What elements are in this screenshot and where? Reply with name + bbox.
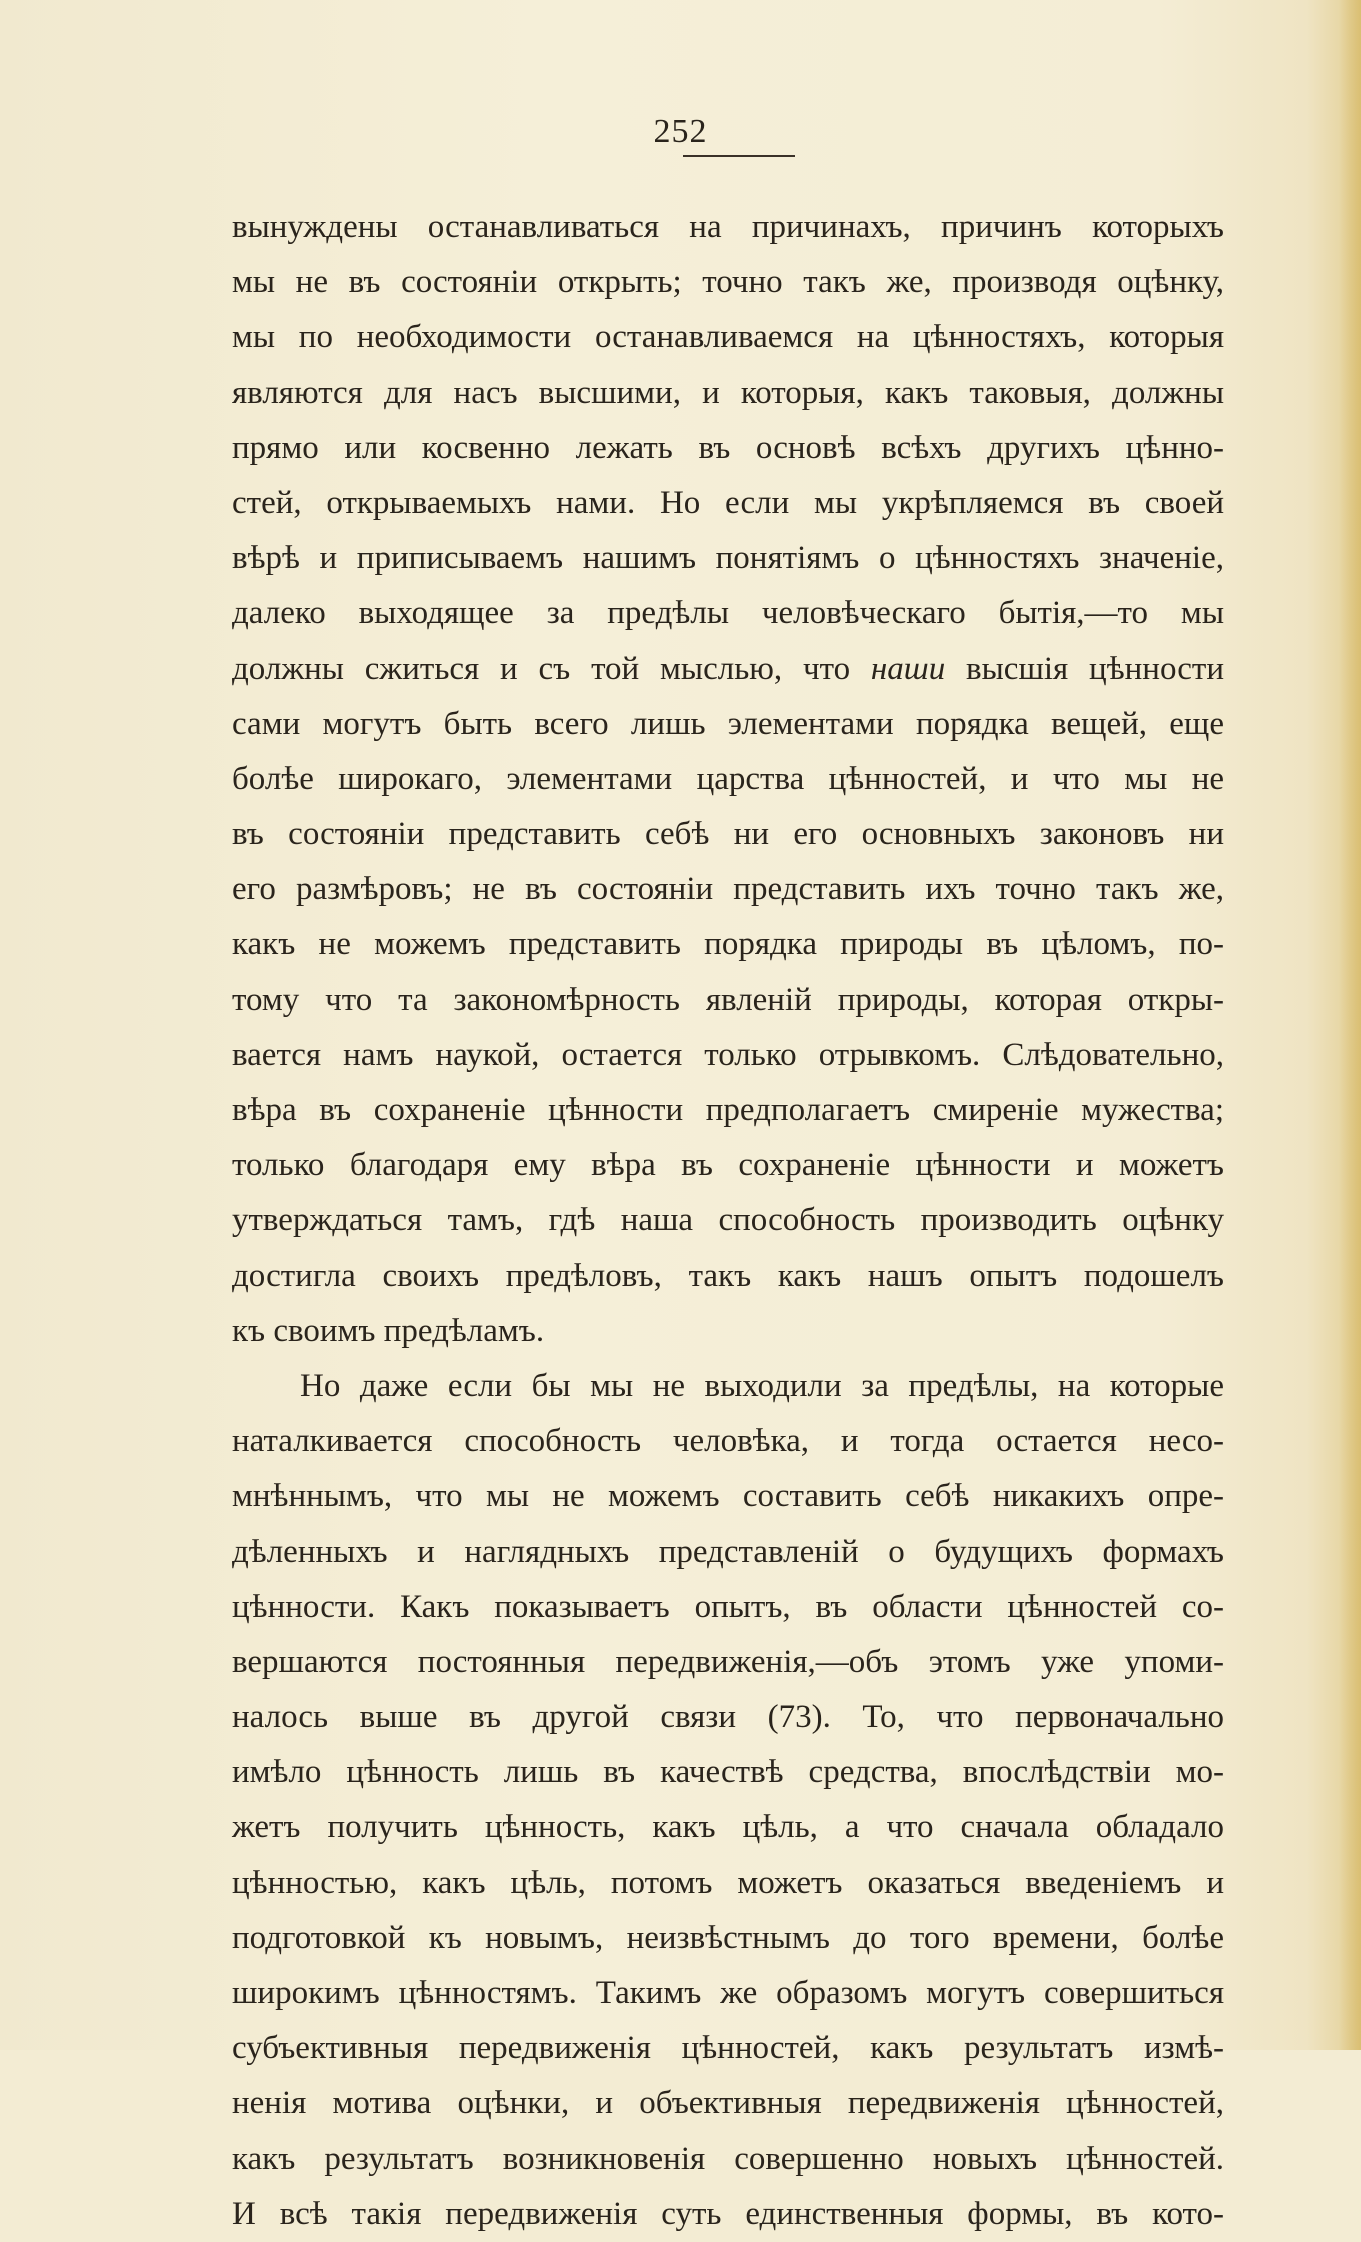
text-line: жетъ получить цѣнность, какъ цѣль, а что сначала обладало <box>232 1809 1224 1846</box>
text-line: мы по необходимости останавливаемся на цѣнностяхъ, которыя <box>232 319 1224 356</box>
text-line: къ своимъ предѣламъ. <box>232 1312 545 1349</box>
text-line: въ состояніи представить себѣ ни его основныхъ законовъ ни <box>232 816 1224 853</box>
text-line: наталкивается способность человѣка, и тогда остается несо- <box>232 1423 1224 1460</box>
emphasis-word: наши <box>870 650 946 687</box>
text-line: ненія мотива оцѣнки, и объективныя передвиженія цѣнностей, <box>232 2085 1224 2122</box>
text-line: вается намъ наукой, остается только отрывкомъ. Слѣдовательно, <box>232 1036 1224 1073</box>
text-line: должны сжиться и съ той мыслью, что наши высшія цѣнности <box>232 650 1224 687</box>
text-line: имѣло цѣнность лишь въ качествѣ средства, впослѣдствіи мо- <box>232 1754 1224 1791</box>
page-number: 252 <box>653 113 708 150</box>
text-line: дѣленныхъ и наглядныхъ представленій о будущихъ формахъ <box>232 1533 1224 1570</box>
paragraph <box>232 1359 1224 2242</box>
text-line: налось выше въ другой связи (73). То, что первоначально <box>232 1699 1224 1736</box>
text-line: мы не въ состояніи открыть; точно такъ же, производя оцѣнку, <box>232 264 1224 301</box>
header-rule <box>683 155 795 157</box>
text-line: вершаются постоянныя передвиженія,—объ этомъ уже упоми- <box>232 1643 1224 1680</box>
text-line: какъ результатъ возникновенія совершенно новыхъ цѣнностей. <box>232 2140 1224 2177</box>
text-line: субъективныя передвиженія цѣнностей, какъ результатъ измѣ- <box>232 2030 1224 2067</box>
text-line: далеко выходящее за предѣлы человѣческаго бытія,—то мы <box>232 595 1224 632</box>
body-text <box>232 200 1224 2242</box>
text-line: вѣрѣ и приписываемъ нашимъ понятіямъ о цѣнностяхъ значеніе, <box>232 540 1224 577</box>
text-line: вынуждены останавливаться на причинахъ, причинъ которыхъ <box>232 209 1224 245</box>
text-line: широкимъ цѣнностямъ. Такимъ же образомъ могутъ совершиться <box>232 1975 1224 2011</box>
text-line: цѣнности. Какъ показываетъ опытъ, въ области цѣнностей со- <box>232 1588 1224 1625</box>
text-line: вѣра въ сохраненіе цѣнности предполагаетъ смиреніе мужества; <box>232 1092 1224 1128</box>
text-line: тому что та закономѣрность явленій природы, которая откры- <box>232 981 1224 1018</box>
text-line: прямо или косвенно лежать въ основѣ всѣхъ другихъ цѣнно- <box>232 429 1224 466</box>
text-line: подготовкой къ новымъ, неизвѣстнымъ до того времени, болѣе <box>232 1919 1224 1956</box>
text-line: И всѣ такія передвиженія суть единственныя формы, въ кото- <box>232 2195 1224 2232</box>
text-line: только благодаря ему вѣра въ сохраненіе цѣнности и можетъ <box>232 1147 1224 1184</box>
paragraph <box>232 200 1224 1359</box>
text-line: стей, открываемыхъ нами. Но если мы укрѣпляемся въ своей <box>232 484 1224 521</box>
text-line: достигла своихъ предѣловъ, такъ какъ нашъ опытъ подошелъ <box>232 1257 1224 1294</box>
text-line: утверждаться тамъ, гдѣ наша способность производить оцѣнку <box>232 1202 1224 1239</box>
text-line: мнѣннымъ, что мы не можемъ составить себѣ никакихъ опре- <box>232 1478 1224 1515</box>
text-line: Но даже если бы мы не выходили за предѣлы, на которые <box>300 1367 1224 1404</box>
text-line: болѣе широкаго, элементами царства цѣнностей, и что мы не <box>232 760 1224 797</box>
text-line: являются для насъ высшими, и которыя, какъ таковыя, должны <box>232 374 1224 411</box>
text-line: сами могутъ быть всего лишь элементами порядка вещей, еще <box>232 705 1224 742</box>
text-line: какъ не можемъ представить порядка природы въ цѣломъ, по- <box>232 926 1224 963</box>
page-edge-shading <box>1339 0 1361 2050</box>
text-line: цѣнностью, какъ цѣль, потомъ можетъ оказаться введеніемъ и <box>232 1864 1224 1901</box>
text-line: его размѣровъ; не въ состояніи представить ихъ точно такъ же, <box>232 871 1224 908</box>
